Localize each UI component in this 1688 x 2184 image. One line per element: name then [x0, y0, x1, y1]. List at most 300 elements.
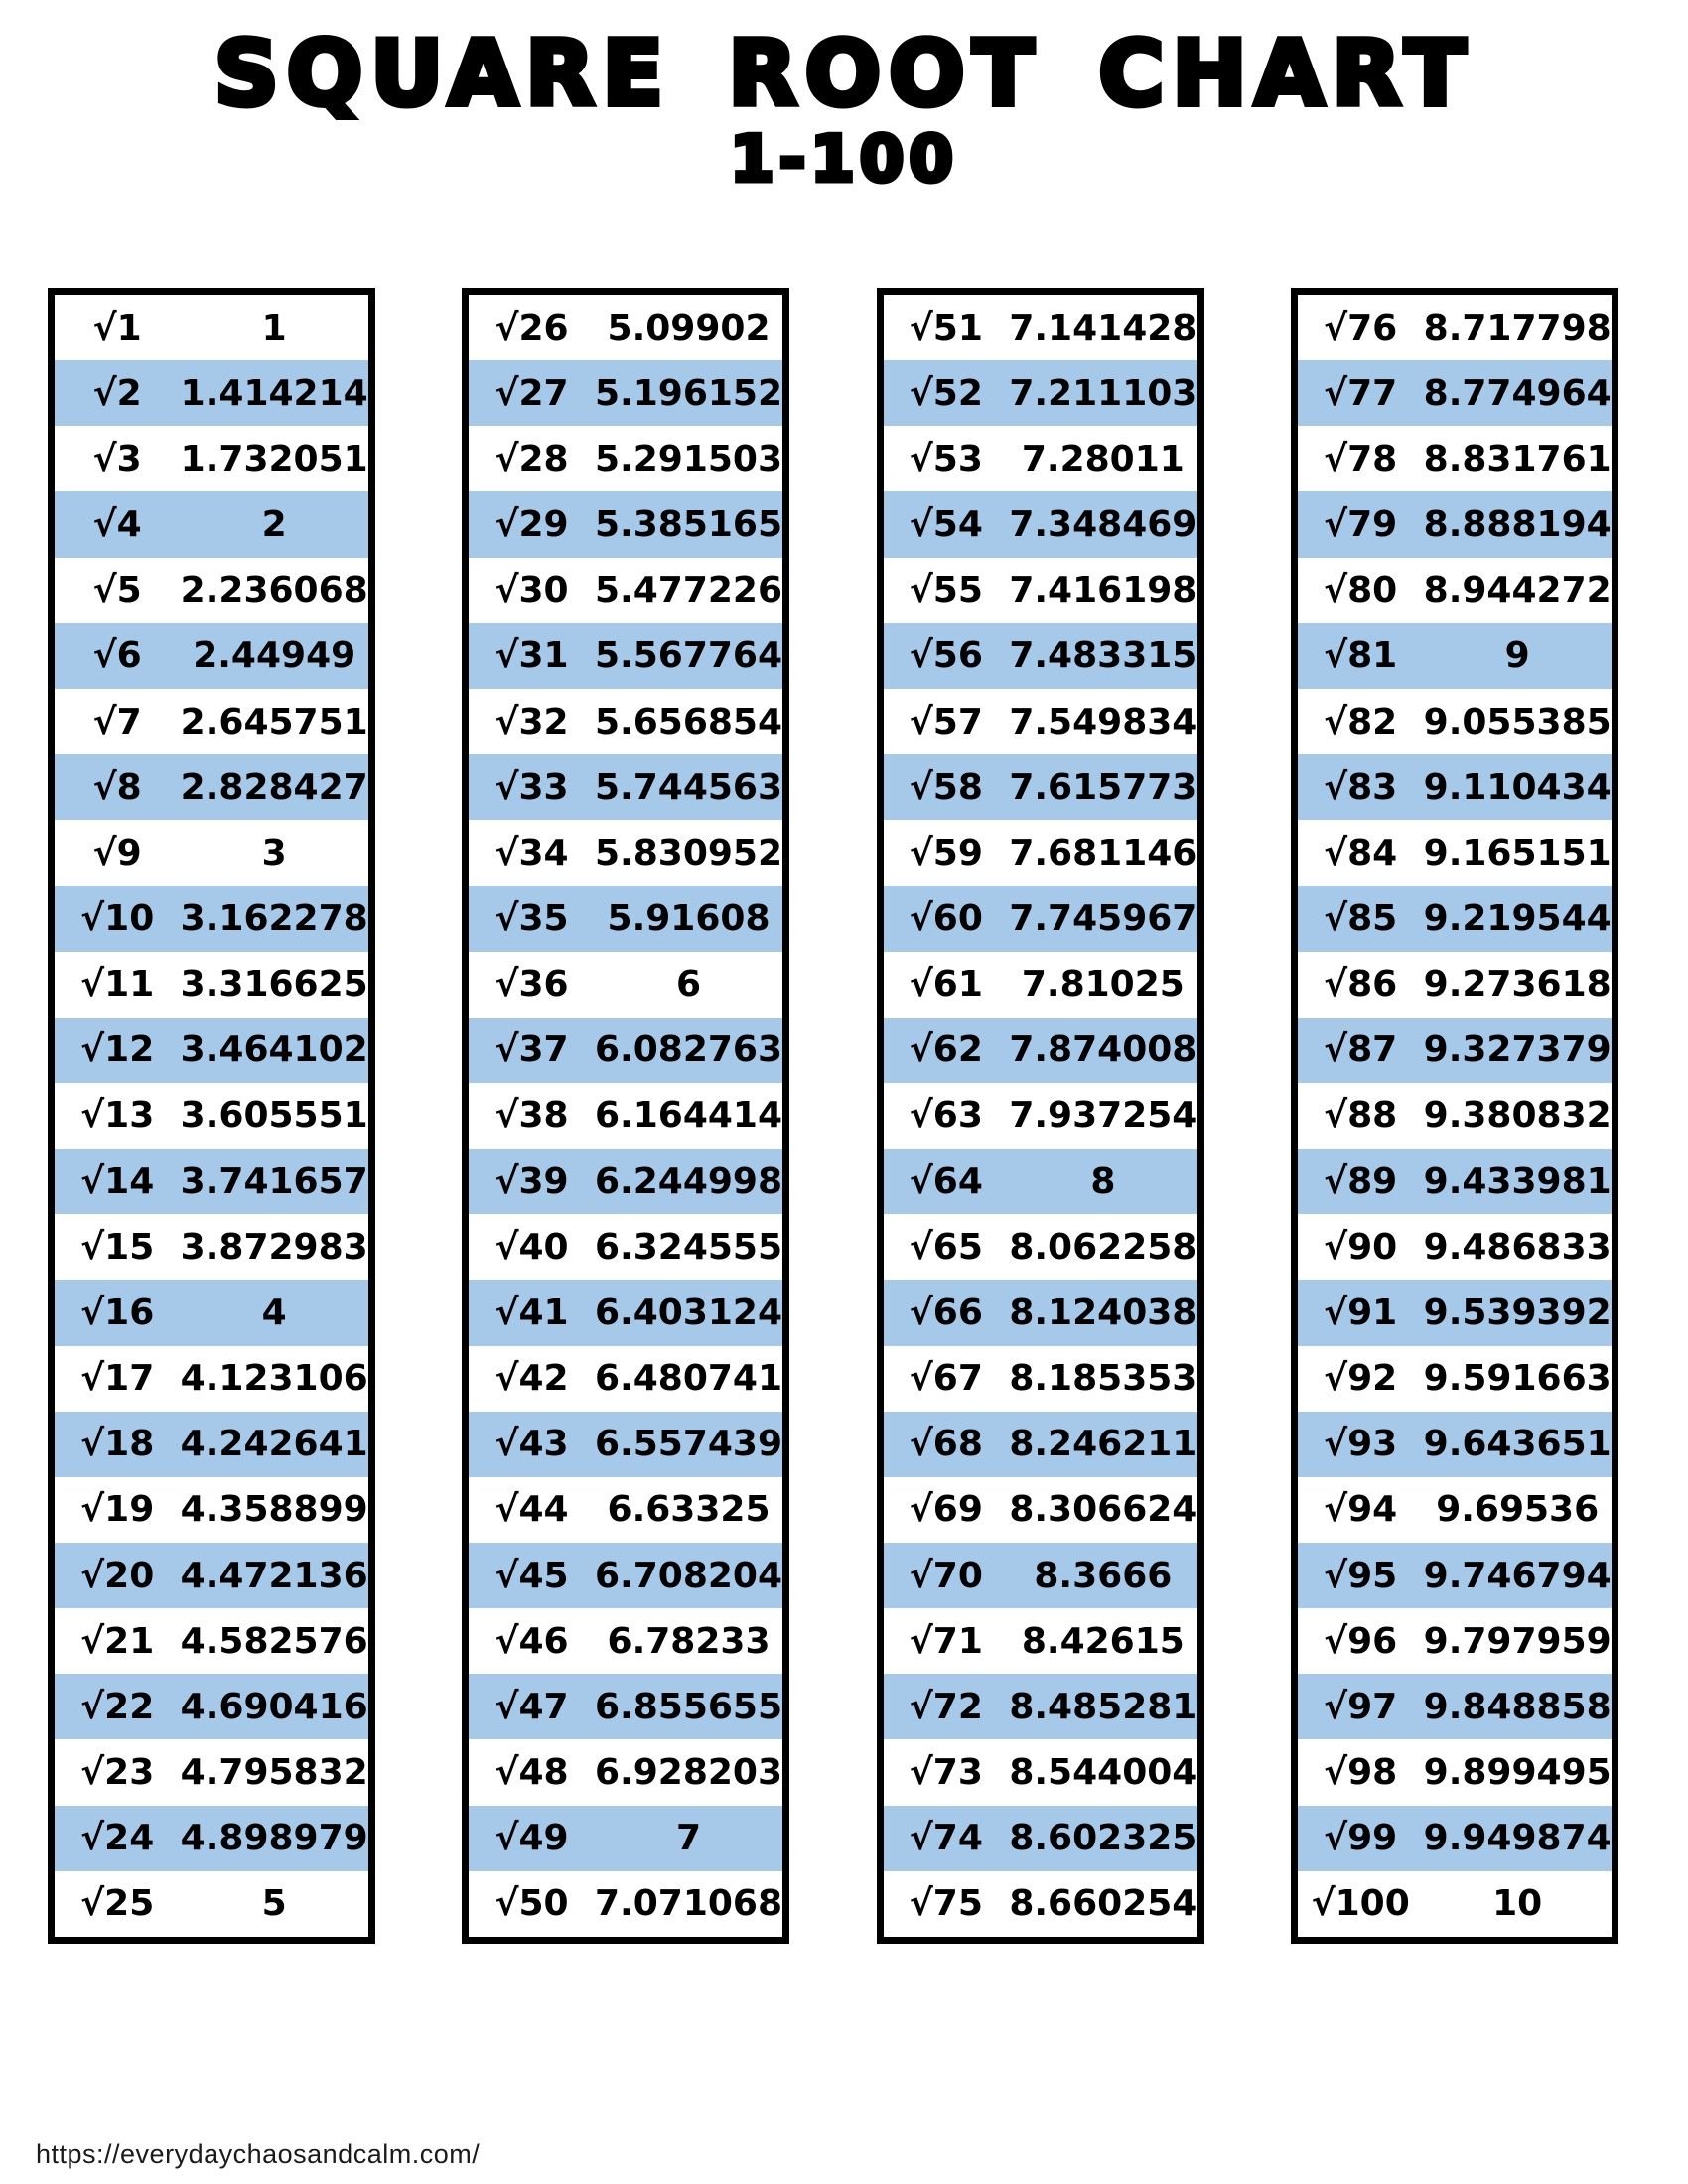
sqrt-value: 8.42615: [1021, 1620, 1185, 1662]
sqrt-expression: √45: [494, 1555, 569, 1596]
table-row: [1298, 1674, 1612, 1739]
table-row: [469, 1149, 782, 1214]
table-row: [884, 1149, 1197, 1214]
sqrt-value: 9: [1504, 635, 1530, 677]
table-row: [469, 1280, 782, 1345]
table-row: [469, 426, 782, 491]
header: [0, 22, 1688, 197]
table-row: [884, 820, 1197, 886]
sqrt-value: 9.165151: [1423, 832, 1612, 874]
sqrt-expression: √9: [92, 832, 142, 874]
sqrt-expression: √72: [909, 1686, 983, 1727]
sqrt-value: 6.78233: [607, 1620, 771, 1662]
sqrt-expression: √40: [494, 1226, 569, 1268]
sqrt-value: 8.485281: [1009, 1686, 1197, 1727]
sqrt-expression: √71: [909, 1620, 983, 1662]
table-row: [1298, 558, 1612, 623]
table-row: [55, 1871, 368, 1937]
sqrt-value: 5.291503: [595, 438, 783, 479]
table-row: [884, 1214, 1197, 1280]
sqrt-value: 6.480741: [595, 1358, 783, 1400]
table-row: [55, 1018, 368, 1083]
sqrt-expression: √36: [494, 964, 569, 1006]
sqrt-value: 7.416198: [1009, 570, 1197, 612]
sqrt-expression: √6: [92, 635, 142, 677]
table-row: [1298, 360, 1612, 426]
sqrt-value: 9.273618: [1423, 964, 1612, 1006]
sqrt-value: 3.162278: [180, 897, 368, 939]
sqrt-value: 9.746794: [1423, 1555, 1612, 1596]
sqrt-value: 8.831761: [1423, 438, 1612, 479]
sqrt-value: 6.708204: [595, 1555, 783, 1596]
table-row: [1298, 426, 1612, 491]
sqrt-expression: √59: [909, 832, 983, 874]
sqrt-value: 4.123106: [180, 1358, 368, 1400]
sqrt-expression: √48: [494, 1752, 569, 1794]
table-row: [55, 1477, 368, 1543]
sqrt-value: 2.236068: [180, 570, 368, 612]
table-row: [469, 558, 782, 623]
page-title: SQUARE ROOT CHART: [213, 22, 1475, 126]
sqrt-expression: √64: [909, 1160, 983, 1202]
sqrt-expression: √24: [80, 1818, 155, 1859]
sqrt-value: 8: [1090, 1160, 1116, 1202]
sqrt-expression: √16: [80, 1292, 155, 1333]
table-row: [884, 1674, 1197, 1739]
table-row: [469, 886, 782, 951]
sqrt-expression: √14: [80, 1160, 155, 1202]
sqrt-value: 2.645751: [180, 701, 368, 743]
sqrt-expression: √44: [494, 1489, 569, 1531]
table-row: [1298, 1477, 1612, 1543]
sqrt-expression: √83: [1324, 766, 1398, 808]
sqrt-expression: √78: [1324, 438, 1398, 479]
table-row: [1298, 1280, 1612, 1345]
table-row: [884, 1280, 1197, 1345]
sqrt-expression: √7: [92, 701, 142, 743]
sqrt-expression: √1: [92, 307, 142, 348]
sqrt-expression: √32: [494, 701, 569, 743]
sqrt-expression: √29: [494, 504, 569, 546]
table-row: [884, 558, 1197, 623]
table-row: [469, 1214, 782, 1280]
sqrt-expression: √20: [80, 1555, 155, 1596]
table-row: [1298, 1018, 1612, 1083]
table-row: [469, 820, 782, 886]
table-row: [469, 1477, 782, 1543]
sqrt-value: 8.246211: [1009, 1424, 1197, 1465]
square-root-table-76-100: [1291, 288, 1618, 1944]
sqrt-expression: √19: [80, 1489, 155, 1531]
table-row: [55, 426, 368, 491]
sqrt-expression: √94: [1324, 1489, 1398, 1531]
sqrt-value: 9.539392: [1423, 1292, 1612, 1333]
sqrt-value: 7.071068: [595, 1883, 783, 1925]
table-row: [884, 1806, 1197, 1871]
sqrt-expression: √30: [494, 570, 569, 612]
table-row: [1298, 689, 1612, 754]
sqrt-expression: √54: [909, 504, 983, 546]
sqrt-value: 7.549834: [1009, 701, 1197, 743]
sqrt-expression: √4: [92, 504, 142, 546]
table-row: [884, 360, 1197, 426]
sqrt-expression: √81: [1324, 635, 1398, 677]
sqrt-expression: √58: [909, 766, 983, 808]
sqrt-expression: √34: [494, 832, 569, 874]
sqrt-value: 7: [675, 1818, 702, 1859]
table-row: [469, 952, 782, 1018]
sqrt-expression: √50: [494, 1883, 569, 1925]
table-row: [469, 1608, 782, 1674]
sqrt-expression: √10: [80, 897, 155, 939]
table-row: [1298, 952, 1612, 1018]
sqrt-value: 3.741657: [180, 1160, 368, 1202]
sqrt-value: 6.557439: [595, 1424, 783, 1465]
table-row: [55, 1543, 368, 1608]
sqrt-expression: √43: [494, 1424, 569, 1465]
sqrt-expression: √76: [1324, 307, 1398, 348]
sqrt-expression: √82: [1324, 701, 1398, 743]
sqrt-expression: √70: [909, 1555, 983, 1596]
table-row: [469, 1346, 782, 1412]
sqrt-expression: √37: [494, 1029, 569, 1071]
table-row: [469, 1543, 782, 1608]
sqrt-value: 9.949874: [1423, 1818, 1612, 1859]
sqrt-value: 6.082763: [595, 1029, 783, 1071]
sqrt-expression: √5: [92, 570, 142, 612]
sqrt-value: 8.185353: [1009, 1358, 1197, 1400]
sqrt-expression: √79: [1324, 504, 1398, 546]
sqrt-expression: √91: [1324, 1292, 1398, 1333]
sqrt-value: 5.744563: [595, 766, 783, 808]
table-row: [884, 886, 1197, 951]
sqrt-expression: √23: [80, 1752, 155, 1794]
sqrt-value: 7.937254: [1009, 1095, 1197, 1137]
table-row: [1298, 886, 1612, 951]
sqrt-expression: √47: [494, 1686, 569, 1727]
table-row: [884, 1083, 1197, 1149]
table-row: [469, 1412, 782, 1477]
table-row: [1298, 1871, 1612, 1937]
sqrt-expression: √88: [1324, 1095, 1398, 1137]
sqrt-value: 4: [261, 1292, 287, 1333]
sqrt-expression: √57: [909, 701, 983, 743]
sqrt-value: 3.464102: [180, 1029, 368, 1071]
sqrt-value: 7.348469: [1009, 504, 1197, 546]
table-row: [55, 623, 368, 689]
sqrt-value: 5.567764: [595, 635, 783, 677]
sqrt-expression: √13: [80, 1095, 155, 1137]
sqrt-expression: √3: [92, 438, 142, 479]
sqrt-expression: √89: [1324, 1160, 1398, 1202]
sqrt-expression: √42: [494, 1358, 569, 1400]
table-row: [1298, 295, 1612, 360]
sqrt-expression: √75: [909, 1883, 983, 1925]
sqrt-value: 9.055385: [1423, 701, 1612, 743]
table-row: [884, 1412, 1197, 1477]
table-row: [884, 1543, 1197, 1608]
sqrt-value: 7.615773: [1009, 766, 1197, 808]
table-row: [1298, 1346, 1612, 1412]
table-row: [55, 1412, 368, 1477]
table-row: [55, 689, 368, 754]
sqrt-value: 8.062258: [1009, 1226, 1197, 1268]
sqrt-value: 9.380832: [1423, 1095, 1612, 1137]
sqrt-expression: √67: [909, 1358, 983, 1400]
table-row: [55, 1674, 368, 1739]
sqrt-value: 9.899495: [1423, 1752, 1612, 1794]
sqrt-value: 7.28011: [1021, 438, 1185, 479]
sqrt-expression: √90: [1324, 1226, 1398, 1268]
sqrt-expression: √33: [494, 766, 569, 808]
sqrt-value: 5.656854: [595, 701, 783, 743]
sqrt-value: 3.605551: [180, 1095, 368, 1137]
sqrt-value: 9.110434: [1423, 766, 1612, 808]
table-row: [55, 360, 368, 426]
table-row: [884, 952, 1197, 1018]
table-row: [884, 689, 1197, 754]
sqrt-value: 4.242641: [180, 1424, 368, 1465]
table-row: [1298, 1214, 1612, 1280]
sqrt-value: 5.196152: [595, 372, 783, 414]
table-row: [1298, 623, 1612, 689]
sqrt-expression: √39: [494, 1160, 569, 1202]
sqrt-value: 9.797959: [1423, 1620, 1612, 1662]
table-row: [1298, 491, 1612, 557]
table-row: [469, 1871, 782, 1937]
sqrt-expression: √63: [909, 1095, 983, 1137]
table-row: [469, 1083, 782, 1149]
sqrt-value: 2.828427: [180, 766, 368, 808]
sqrt-value: 8.717798: [1423, 307, 1612, 348]
sqrt-expression: √21: [80, 1620, 155, 1662]
sqrt-value: 4.582576: [180, 1620, 368, 1662]
sqrt-value: 5: [261, 1883, 287, 1925]
sqrt-expression: √52: [909, 372, 983, 414]
sqrt-value: 3.316625: [180, 964, 368, 1006]
table-row: [884, 426, 1197, 491]
table-row: [55, 295, 368, 360]
sqrt-expression: √96: [1324, 1620, 1398, 1662]
sqrt-expression: √80: [1324, 570, 1398, 612]
table-row: [884, 1346, 1197, 1412]
sqrt-value: 5.477226: [595, 570, 783, 612]
sqrt-expression: √18: [80, 1424, 155, 1465]
table-row: [884, 623, 1197, 689]
sqrt-expression: √99: [1324, 1818, 1398, 1859]
sqrt-value: 9.486833: [1423, 1226, 1612, 1268]
sqrt-expression: √93: [1324, 1424, 1398, 1465]
sqrt-expression: √31: [494, 635, 569, 677]
sqrt-expression: √38: [494, 1095, 569, 1137]
sqrt-value: 4.898979: [180, 1818, 368, 1859]
sqrt-expression: √41: [494, 1292, 569, 1333]
table-row: [55, 1280, 368, 1345]
sqrt-value: 9.69536: [1436, 1489, 1600, 1531]
table-row: [1298, 1543, 1612, 1608]
table-row: [1298, 1608, 1612, 1674]
source-url: https://everydaychaosandcalm.com/: [36, 2139, 481, 2169]
sqrt-value: 6.855655: [595, 1686, 783, 1727]
table-row: [1298, 1739, 1612, 1805]
sqrt-expression: √55: [909, 570, 983, 612]
table-row: [469, 1018, 782, 1083]
table-row: [55, 1149, 368, 1214]
sqrt-value: 8.602325: [1009, 1818, 1197, 1859]
sqrt-expression: √73: [909, 1752, 983, 1794]
table-row: [469, 1806, 782, 1871]
sqrt-value: 9.327379: [1423, 1029, 1612, 1071]
sqrt-value: 7.681146: [1009, 832, 1197, 874]
sqrt-expression: √95: [1324, 1555, 1398, 1596]
sqrt-value: 9.848858: [1423, 1686, 1612, 1727]
sqrt-expression: √61: [909, 964, 983, 1006]
sqrt-expression: √84: [1324, 832, 1398, 874]
sqrt-value: 4.795832: [180, 1752, 368, 1794]
table-row: [469, 689, 782, 754]
sqrt-value: 8.888194: [1423, 504, 1612, 546]
table-row: [884, 1608, 1197, 1674]
sqrt-value: 8.3666: [1034, 1555, 1173, 1596]
sqrt-value: 10: [1492, 1883, 1543, 1925]
sqrt-value: 5.09902: [607, 307, 771, 348]
footer: [36, 2139, 480, 2170]
table-row: [884, 1739, 1197, 1805]
table-row: [469, 754, 782, 820]
sqrt-value: 6.928203: [595, 1752, 783, 1794]
sqrt-expression: √22: [80, 1686, 155, 1727]
table-row: [1298, 1149, 1612, 1214]
table-row: [1298, 820, 1612, 886]
sqrt-value: 3: [261, 832, 287, 874]
table-row: [55, 952, 368, 1018]
sqrt-expression: √56: [909, 635, 983, 677]
sqrt-expression: √86: [1324, 964, 1398, 1006]
square-root-table-1-25: [48, 288, 375, 1944]
sqrt-expression: √68: [909, 1424, 983, 1465]
sqrt-expression: √8: [92, 766, 142, 808]
sqrt-value: 8.660254: [1009, 1883, 1197, 1925]
sqrt-expression: √85: [1324, 897, 1398, 939]
table-row: [55, 491, 368, 557]
table-row: [55, 754, 368, 820]
sqrt-value: 4.690416: [180, 1686, 368, 1727]
sqrt-expression: √92: [1324, 1358, 1398, 1400]
sqrt-value: 6.324555: [595, 1226, 783, 1268]
sqrt-value: 8.544004: [1009, 1752, 1197, 1794]
sqrt-value: 7.211103: [1009, 372, 1197, 414]
sqrt-expression: √97: [1324, 1686, 1398, 1727]
table-row: [884, 295, 1197, 360]
sqrt-value: 6.244998: [595, 1160, 783, 1202]
table-row: [55, 1806, 368, 1871]
table-row: [55, 558, 368, 623]
table-row: [469, 1739, 782, 1805]
sqrt-value: 9.219544: [1423, 897, 1612, 939]
sqrt-expression: √28: [494, 438, 569, 479]
sqrt-expression: √66: [909, 1292, 983, 1333]
table-row: [55, 1346, 368, 1412]
sqrt-value: 4.358899: [180, 1489, 368, 1531]
sqrt-value: 1.732051: [180, 438, 368, 479]
table-row: [55, 1083, 368, 1149]
square-root-table-51-75: [877, 288, 1204, 1944]
sqrt-value: 5.830952: [595, 832, 783, 874]
page-subtitle: 1-100: [730, 122, 958, 197]
table-row: [55, 886, 368, 951]
table-row: [884, 1871, 1197, 1937]
table-row: [55, 1608, 368, 1674]
sqrt-expression: √100: [1311, 1883, 1410, 1925]
sqrt-value: 7.874008: [1009, 1029, 1197, 1071]
sqrt-value: 6: [675, 964, 702, 1006]
sqrt-expression: √26: [494, 307, 569, 348]
table-row: [469, 295, 782, 360]
sqrt-value: 6.164414: [595, 1095, 783, 1137]
sqrt-expression: √25: [80, 1883, 155, 1925]
sqrt-expression: √53: [909, 438, 983, 479]
sqrt-value: 7.745967: [1009, 897, 1197, 939]
chart-grid: [48, 288, 1618, 1944]
sqrt-value: 7.81025: [1021, 964, 1185, 1006]
table-row: [884, 754, 1197, 820]
table-row: [1298, 754, 1612, 820]
sqrt-value: 8.124038: [1009, 1292, 1197, 1333]
sqrt-value: 1.414214: [180, 372, 368, 414]
sqrt-expression: √12: [80, 1029, 155, 1071]
table-row: [884, 1018, 1197, 1083]
sqrt-value: 1: [261, 307, 287, 348]
sqrt-value: 2: [261, 504, 287, 546]
table-row: [1298, 1083, 1612, 1149]
sqrt-value: 8.944272: [1423, 570, 1612, 612]
sqrt-expression: √17: [80, 1358, 155, 1400]
table-row: [469, 623, 782, 689]
sqrt-expression: √15: [80, 1226, 155, 1268]
sqrt-expression: √74: [909, 1818, 983, 1859]
table-row: [469, 491, 782, 557]
sqrt-value: 8.774964: [1423, 372, 1612, 414]
table-row: [1298, 1806, 1612, 1871]
sqrt-value: 6.403124: [595, 1292, 783, 1333]
sqrt-expression: √46: [494, 1620, 569, 1662]
table-row: [55, 1214, 368, 1280]
sqrt-value: 9.433981: [1423, 1160, 1612, 1202]
sqrt-value: 6.63325: [607, 1489, 771, 1531]
square-root-table-26-50: [462, 288, 789, 1944]
sqrt-expression: √65: [909, 1226, 983, 1268]
sqrt-expression: √49: [494, 1818, 569, 1859]
sqrt-expression: √77: [1324, 372, 1398, 414]
table-row: [469, 1674, 782, 1739]
table-row: [55, 1739, 368, 1805]
sqrt-expression: √27: [494, 372, 569, 414]
sqrt-expression: √87: [1324, 1029, 1398, 1071]
sqrt-value: 2.44949: [193, 635, 356, 677]
table-row: [884, 1477, 1197, 1543]
table-row: [1298, 1412, 1612, 1477]
sqrt-value: 3.872983: [180, 1226, 368, 1268]
sqrt-value: 4.472136: [180, 1555, 368, 1596]
sqrt-expression: √35: [494, 897, 569, 939]
sqrt-value: 7.483315: [1009, 635, 1197, 677]
sqrt-value: 5.385165: [595, 504, 783, 546]
table-row: [55, 820, 368, 886]
sqrt-value: 5.91608: [607, 897, 771, 939]
sqrt-expression: √98: [1324, 1752, 1398, 1794]
sqrt-expression: √51: [909, 307, 983, 348]
table-row: [469, 360, 782, 426]
